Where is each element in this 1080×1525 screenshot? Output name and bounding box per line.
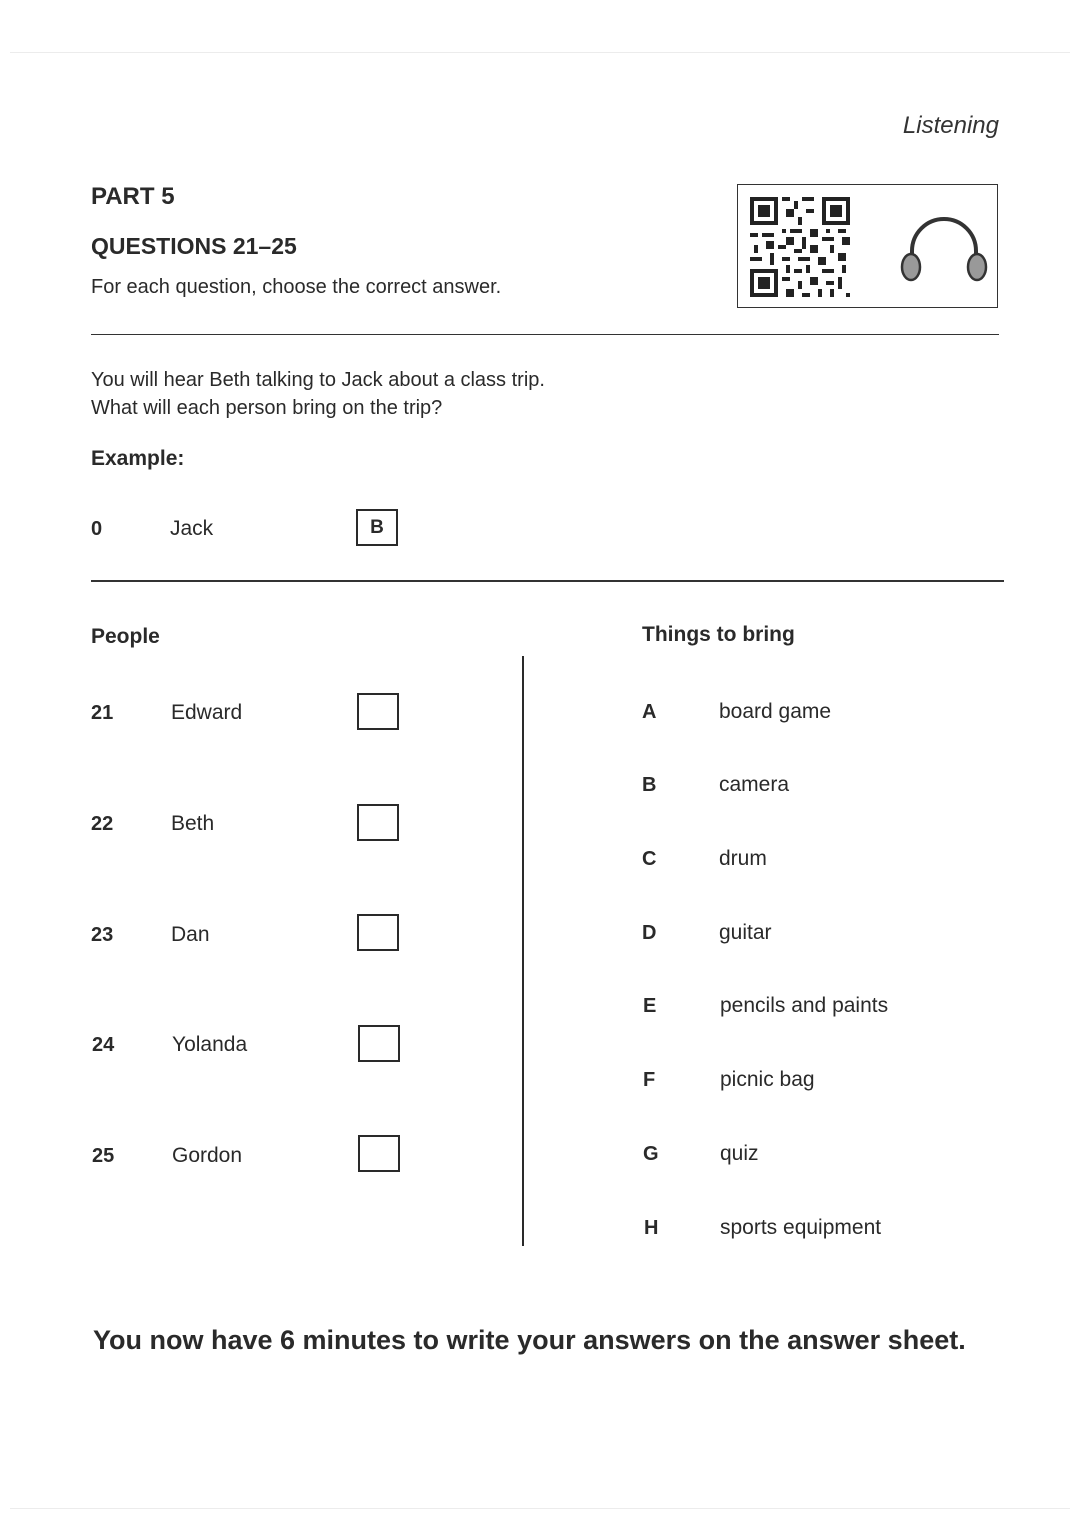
- option-letter: G: [643, 1143, 659, 1165]
- person-name: Edward: [171, 701, 243, 724]
- intro-line-1: You will hear Beth talking to Jack about a class trip.: [91, 369, 545, 391]
- person-name: Yolanda: [172, 1033, 248, 1056]
- things-heading: Things to bring: [642, 623, 795, 646]
- person-name: Dan: [171, 923, 210, 946]
- option-label: sports equipment: [720, 1216, 882, 1239]
- time-notice: You now have 6 minutes to write your answers on the answer sheet.: [93, 1325, 966, 1355]
- question-number: 24: [92, 1034, 115, 1056]
- answer-box-22[interactable]: [357, 804, 399, 841]
- audio-panel: [737, 184, 998, 308]
- option-letter: F: [643, 1069, 656, 1091]
- answer-box-23[interactable]: [357, 914, 399, 951]
- option-letter: H: [644, 1217, 659, 1239]
- question-number: 23: [91, 924, 114, 946]
- instruction-text: For each question, choose the correct answer.: [91, 276, 502, 298]
- option-label: camera: [719, 773, 790, 796]
- example-number: 0: [91, 518, 103, 540]
- example-label: Example:: [91, 447, 185, 470]
- option-label: picnic bag: [720, 1068, 815, 1091]
- example-answer-box: B: [356, 509, 398, 546]
- option-letter: D: [642, 922, 657, 944]
- question-number: 22: [91, 813, 114, 835]
- person-name: Beth: [171, 812, 215, 835]
- option-letter: B: [642, 774, 657, 796]
- section-label: Listening: [902, 112, 999, 139]
- intro-line-2: What will each person bring on the trip?: [91, 397, 443, 419]
- example-divider: [91, 580, 1004, 582]
- option-label: pencils and paints: [720, 994, 889, 1017]
- qr-code-icon[interactable]: [750, 197, 850, 297]
- questions-range: QUESTIONS 21–25: [91, 233, 297, 259]
- option-label: drum: [719, 847, 767, 870]
- part-title: PART 5: [91, 183, 175, 210]
- column-divider: [522, 656, 524, 1246]
- option-label: board game: [719, 700, 832, 723]
- option-letter: E: [643, 995, 657, 1017]
- top-edge: [10, 52, 1070, 53]
- intro-text: [91, 366, 545, 422]
- header-divider: [91, 334, 999, 335]
- example-name: Jack: [170, 517, 214, 540]
- question-number: 25: [92, 1145, 115, 1167]
- answer-box-21[interactable]: [357, 693, 399, 730]
- headphones-icon: [898, 207, 990, 287]
- option-label: guitar: [719, 921, 772, 944]
- answer-box-25[interactable]: [358, 1135, 400, 1172]
- question-number: 21: [91, 702, 114, 724]
- option-letter: A: [642, 701, 657, 723]
- people-heading: People: [91, 625, 160, 648]
- option-label: quiz: [720, 1142, 759, 1165]
- person-name: Gordon: [172, 1144, 243, 1167]
- option-letter: C: [642, 848, 657, 870]
- bottom-edge: [10, 1508, 1070, 1509]
- answer-box-24[interactable]: [358, 1025, 400, 1062]
